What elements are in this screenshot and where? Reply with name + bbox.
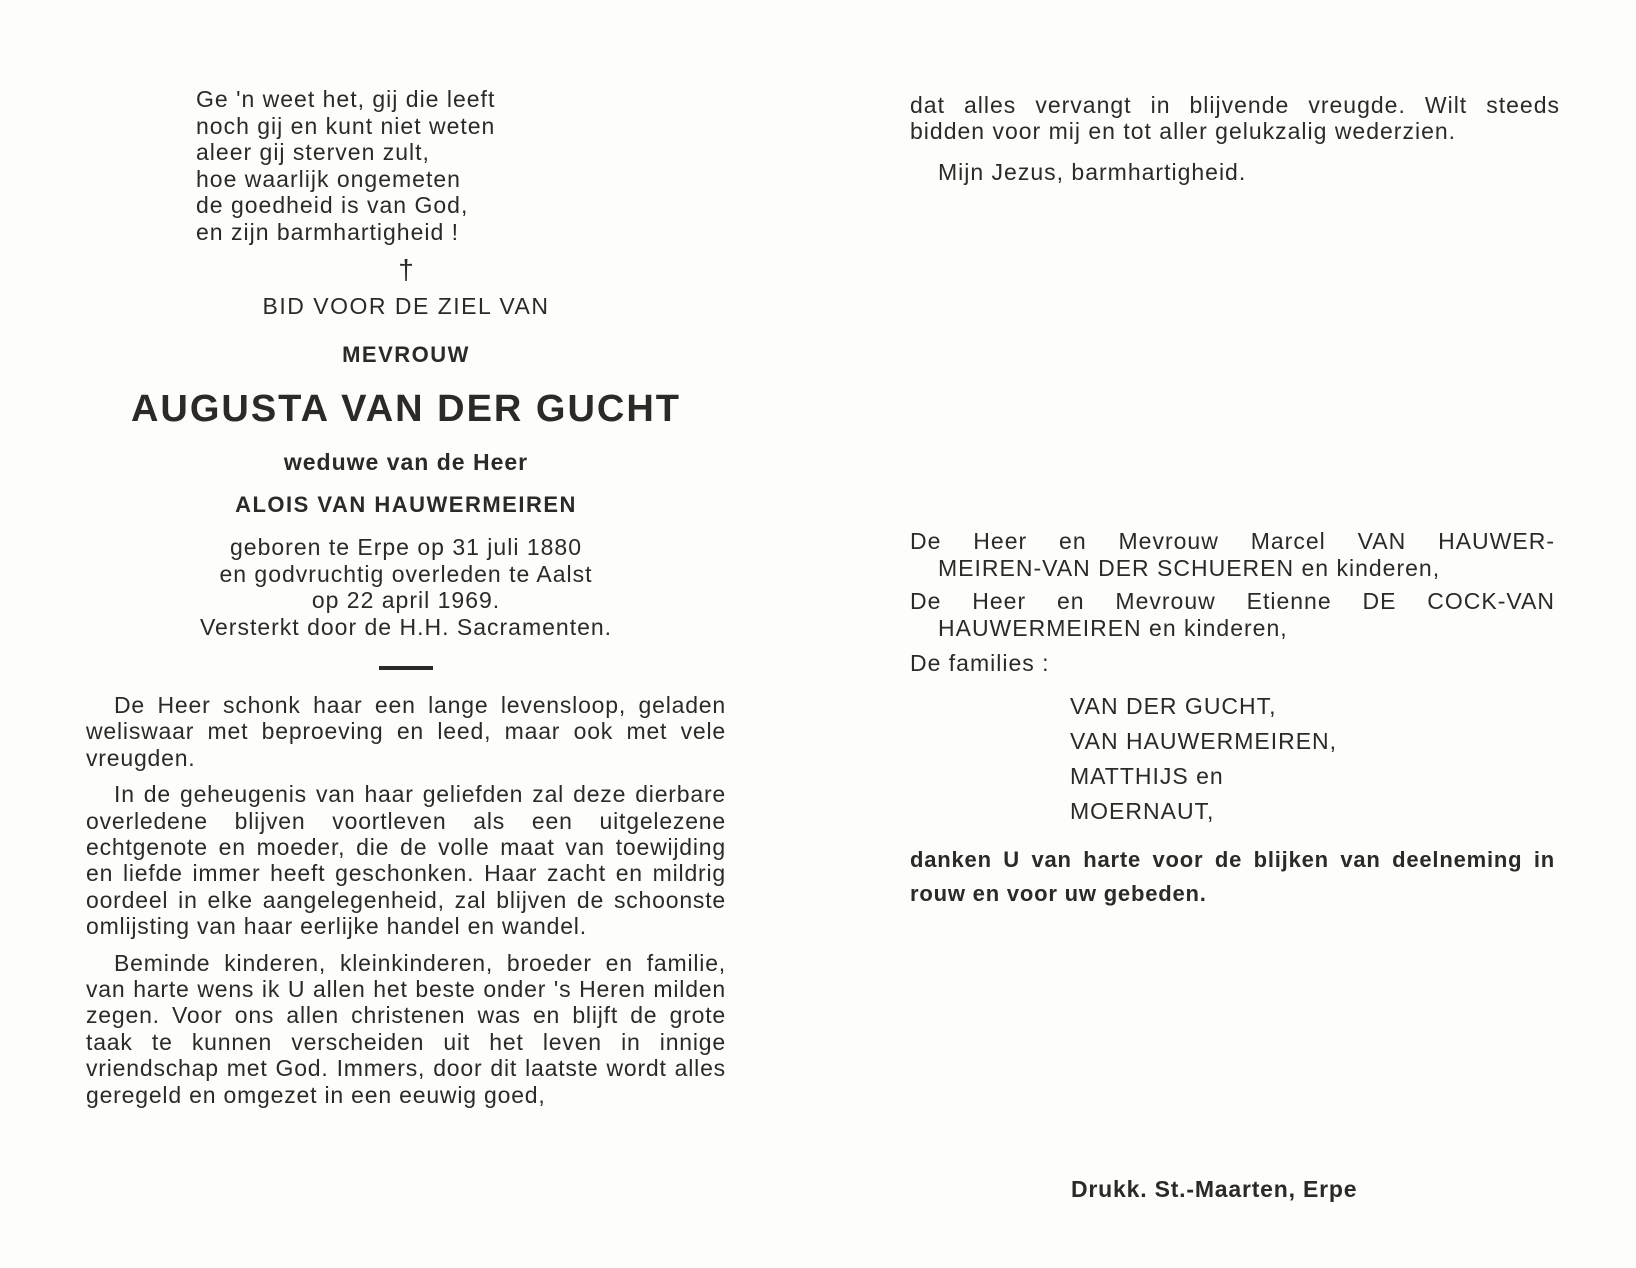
family-name: VAN DER GUCHT, (1070, 693, 1277, 719)
printer-credit: Drukk. St.-Maarten, Erpe (1071, 1176, 1358, 1202)
family-line: MEIREN-VAN DER SCHUEREN en kinderen, (938, 555, 1441, 581)
deceased-name: AUGUSTA VAN DER GUCHT (130, 388, 682, 430)
family-name: MOERNAUT, (1070, 798, 1215, 824)
husband-name: ALOIS VAN HAUWERMEIREN (235, 492, 577, 517)
families-label: De families : (910, 650, 1050, 676)
poem-line: hoe waarlijk ongemeten (196, 165, 461, 192)
dates-block (86, 534, 726, 640)
left-panel (86, 86, 726, 1118)
poem-line: en zijn barmhartigheid ! (196, 218, 460, 245)
prayer-line: Mijn Jezus, barmhartigheid. (938, 158, 1247, 185)
bid-line: BID VOOR DE ZIEL VAN (262, 293, 550, 319)
family-name: VAN HAUWERMEIREN, (1070, 728, 1338, 754)
family-name: MATTHIJS en (1070, 763, 1224, 789)
divider (379, 666, 433, 670)
poem (196, 86, 726, 245)
right-panel (910, 92, 1560, 186)
title-mevrouw: MEVROUW (342, 342, 470, 367)
poem-line: noch gij en kunt niet weten (196, 112, 496, 139)
paragraph: De Heer schonk haar een lange levensloop, geladen weliswaar met beproeving en leed, maar ook met vele vreugden. (86, 692, 726, 771)
continuation-text: dat alles vervangt in blijvende vreugde. Wilt steeds bidden voor mij en tot aller gelukzalig wederzien. (910, 92, 1560, 145)
date-line: op 22 april 1969. (311, 587, 501, 613)
family-line: De Heer en Mevrouw Etienne DE COCK-VAN (910, 588, 1555, 614)
thanks-text: danken U van harte voor de blijken van deelneming in rouw en voor uw gebeden. (910, 847, 1555, 906)
family-block (910, 528, 1555, 933)
widow-line: weduwe van de Heer (283, 449, 529, 475)
families-list (1070, 689, 1555, 829)
poem-line: de goedheid is van God, (196, 192, 469, 218)
date-line: geboren te Erpe op 31 juli 1880 (230, 534, 582, 560)
cross-icon: † (398, 254, 414, 285)
family-line: De Heer en Mevrouw Marcel VAN HAUWER- (910, 528, 1555, 554)
poem-line: aleer gij sterven zult, (196, 139, 430, 165)
paragraph: In de geheugenis van haar geliefden zal deze dierbare overledene blijven voortleven als een uitgelezene echtgenote en moeder, die de volle maat van toewijding en liefde immer heeft geschonken. Haar zacht en mildrig oordeel in elke aangelegenheid, zal blijven de schoonste omlijsting van haar eerlijke handel en wandel. (86, 781, 726, 940)
date-line: Versterkt door de H.H. Sacramenten. (199, 613, 613, 640)
date-line: en godvruchtig overleden te Aalst (219, 560, 593, 587)
paragraph: Beminde kinderen, kleinkinderen, broeder en familie, van harte wens ik U allen het beste onder 's Heren milden zegen. Voor ons allen christenen was en blijft de grote taak te kunnen verscheiden uit het leven in innige vriendschap met God. Immers, door dit laatste wordt alles geregeld en omgezet in een eeuwig goed, (86, 949, 726, 1108)
poem-line: Ge 'n weet het, gij die leeft (196, 86, 496, 112)
family-line: HAUWERMEIREN en kinderen, (938, 615, 1288, 641)
